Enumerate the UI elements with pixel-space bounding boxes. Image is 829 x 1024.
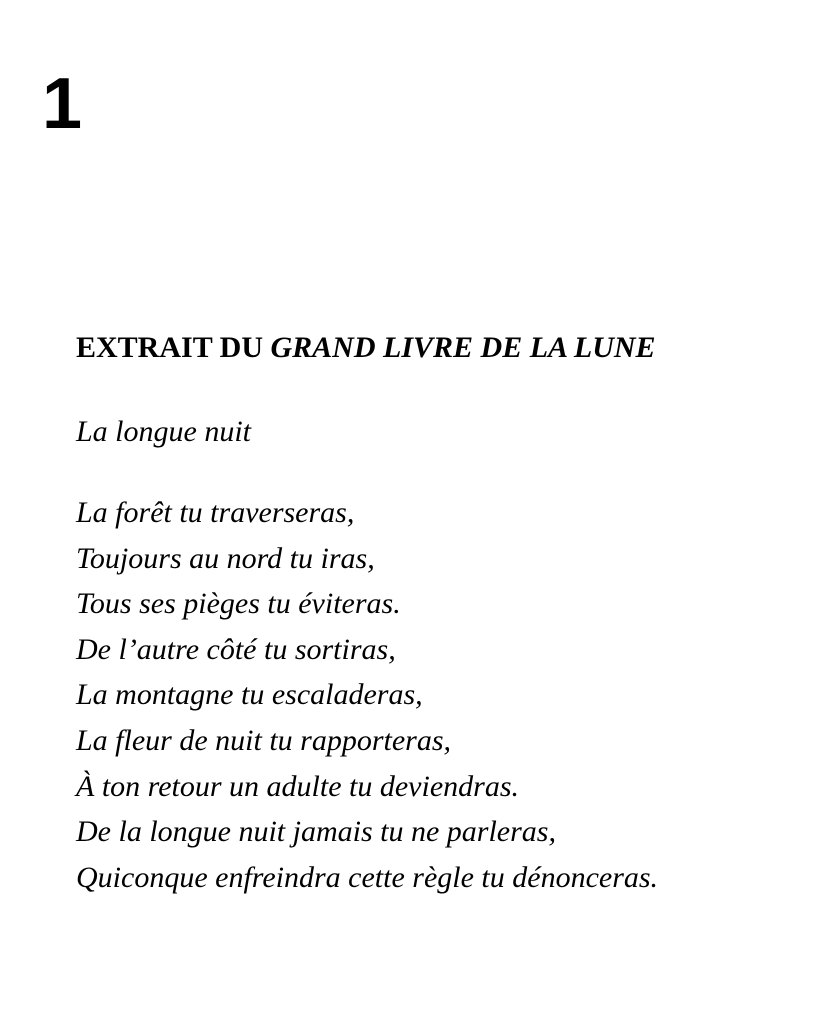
verse-line: De la longue nuit jamais tu ne parleras, bbox=[76, 815, 556, 849]
verse-line: La forêt tu traverseras, bbox=[76, 496, 355, 529]
verse-line: De l’autre côté tu sortiras, bbox=[76, 632, 396, 666]
extract-heading bbox=[76, 330, 796, 366]
verse-line: Tous ses pièges tu éviteras. bbox=[76, 587, 401, 621]
poem-verses bbox=[76, 490, 796, 900]
verse-line: Toujours au nord tu iras, bbox=[76, 541, 375, 575]
book-title: GRAND LIVRE DE LA LUNE bbox=[270, 331, 656, 364]
extract-section bbox=[76, 330, 796, 900]
extract-heading-prefix: EXTRAIT DU bbox=[76, 331, 271, 364]
chapter-number: 1 bbox=[42, 64, 83, 144]
poem-title: La longue nuit bbox=[76, 415, 252, 448]
verse-line: À ton retour un adulte tu deviendras. bbox=[76, 769, 519, 803]
verse-line: Quiconque enfreindra cette règle tu dénonceras. bbox=[76, 860, 659, 894]
verse-line: La fleur de nuit tu rapporteras, bbox=[76, 723, 452, 757]
verse-line: La montagne tu escaladeras, bbox=[76, 678, 423, 712]
